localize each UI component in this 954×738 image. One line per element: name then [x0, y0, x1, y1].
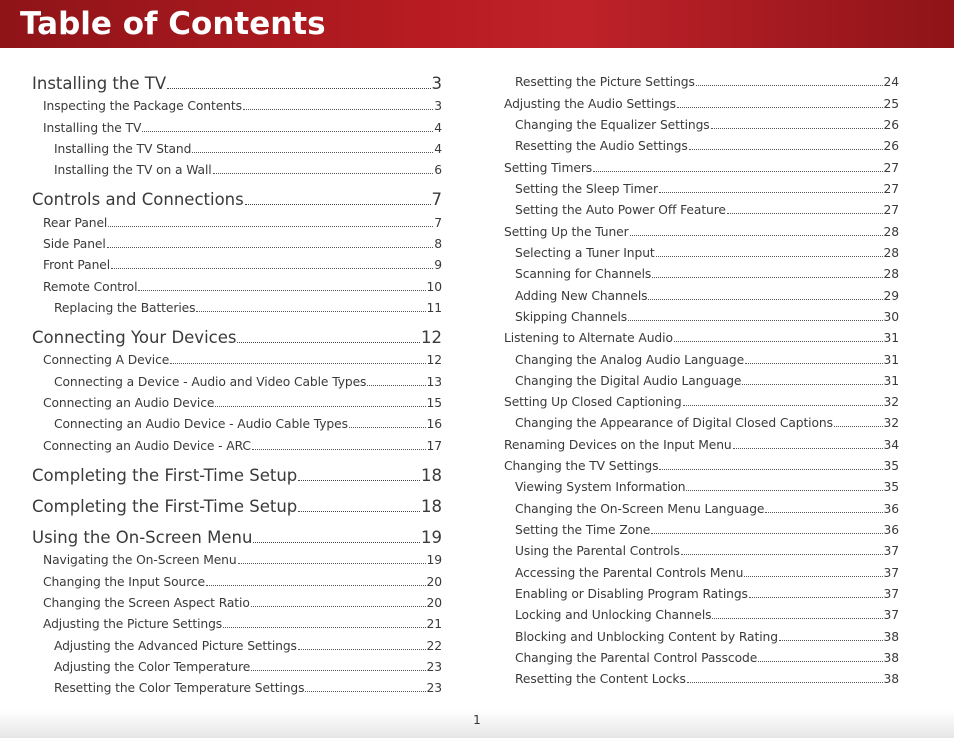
toc-entry-title: Adjusting the Audio Settings	[504, 97, 676, 111]
dot-leader	[834, 426, 883, 427]
toc-entry[interactable]	[43, 616, 442, 632]
toc-entry-page: 27	[883, 203, 899, 217]
toc-entry-page: 26	[883, 139, 899, 153]
toc-entry[interactable]	[515, 415, 899, 431]
dot-leader	[630, 235, 883, 236]
toc-entry-page: 22	[426, 639, 442, 653]
toc-entry-page: 9	[434, 258, 442, 272]
toc-entry-title: Setting Up the Tuner	[504, 225, 629, 239]
toc-entry-title: Rear Panel	[43, 216, 108, 230]
toc-entry-page: 37	[883, 587, 899, 601]
toc-entry-page: 3	[431, 74, 442, 93]
toc-entry-title: Listening to Alternate Audio	[504, 331, 673, 345]
toc-entry-title: Installing the TV	[32, 74, 167, 93]
dot-leader	[349, 427, 426, 428]
toc-entry-title: Resetting the Content Locks	[515, 672, 686, 686]
toc-entry-title: Changing the Parental Control Passcode	[515, 651, 758, 665]
toc-entry[interactable]	[515, 288, 899, 304]
dot-leader	[674, 341, 883, 342]
toc-entry-title: Changing the Appearance of Digital Closed Captions	[515, 416, 833, 430]
toc-entry-title: Enabling or Disabling Program Ratings	[515, 587, 748, 601]
toc-entry[interactable]	[504, 96, 899, 112]
toc-entry-title: Using the Parental Controls	[515, 544, 680, 558]
toc-entry-title: Installing the TV on a Wall	[54, 163, 212, 177]
toc-entry-title: Resetting the Audio Settings	[515, 139, 688, 153]
toc-entry-page: 35	[883, 480, 899, 494]
dot-leader	[711, 128, 883, 129]
toc-entry-title: Changing the Screen Aspect Ratio	[43, 596, 250, 610]
toc-entry-title: Skipping Channels	[515, 310, 628, 324]
toc-entry-page: 27	[883, 182, 899, 196]
toc-entry-title: Inspecting the Package Contents	[43, 99, 242, 113]
dot-leader	[298, 480, 420, 481]
toc-entry-title: Blocking and Unblocking Content by Rating	[515, 630, 778, 644]
dot-leader	[651, 533, 882, 534]
dot-leader	[192, 152, 433, 153]
dot-leader	[298, 511, 420, 512]
toc-entry-page: 28	[883, 246, 899, 260]
toc-entry-title: Using the On-Screen Menu	[32, 528, 253, 547]
toc-entry[interactable]	[54, 162, 442, 178]
toc-entry-title: Scanning for Channels	[515, 267, 652, 281]
dot-leader	[206, 585, 426, 586]
toc-entry[interactable]	[32, 328, 442, 348]
toc-entry-page: 36	[883, 502, 899, 516]
toc-entry-title: Connecting a Device - Audio and Video Cable Types	[54, 375, 367, 389]
toc-entry-title: Controls and Connections	[32, 190, 244, 209]
toc-entry-page: 15	[426, 396, 442, 410]
toc-entry-title: Adding New Channels	[515, 289, 648, 303]
toc-entry-page: 20	[426, 575, 442, 589]
toc-entry-title: Setting the Time Zone	[515, 523, 651, 537]
toc-entry[interactable]	[515, 117, 899, 133]
dot-leader	[167, 88, 430, 89]
toc-entry-page: 27	[883, 161, 899, 175]
toc-entry-title: Setting the Sleep Timer	[515, 182, 658, 196]
dot-leader	[765, 512, 882, 513]
toc-entry-page: 20	[426, 596, 442, 610]
toc-entry-page: 36	[883, 523, 899, 537]
dot-leader	[689, 149, 883, 150]
toc-entry-page: 4	[434, 142, 442, 156]
toc-entry-title: Setting Up Closed Captioning	[504, 395, 682, 409]
dot-leader	[252, 449, 426, 450]
toc-entry[interactable]	[515, 479, 899, 495]
dot-leader	[758, 661, 882, 662]
toc-entry-page: 7	[434, 216, 442, 230]
toc-entry[interactable]	[504, 160, 899, 176]
toc-entry-page: 6	[434, 163, 442, 177]
toc-entry-page: 23	[426, 681, 442, 695]
toc-entry-title: Remote Control	[43, 280, 138, 294]
toc-entry[interactable]	[43, 438, 442, 454]
toc-entry-page: 31	[883, 374, 899, 388]
dot-leader	[593, 171, 882, 172]
dot-leader	[733, 448, 883, 449]
dot-leader	[749, 597, 883, 598]
toc-entry-page: 13	[426, 375, 442, 389]
toc-entry-title: Adjusting the Color Temperature	[54, 660, 251, 674]
dot-leader	[245, 204, 431, 205]
dot-leader	[223, 627, 425, 628]
toc-entry[interactable]	[504, 330, 899, 346]
toc-entry[interactable]	[515, 373, 899, 389]
toc-entry-page: 18	[421, 466, 442, 485]
toc-entry-title: Setting Timers	[504, 161, 593, 175]
toc-entry-page: 37	[883, 566, 899, 580]
toc-entry[interactable]	[54, 300, 442, 316]
toc-entry[interactable]	[32, 528, 442, 548]
toc-entry[interactable]	[504, 224, 899, 240]
dot-leader	[298, 649, 426, 650]
dot-leader	[237, 342, 420, 343]
dot-leader	[677, 107, 883, 108]
toc-entry-title: Installing the TV	[43, 121, 142, 135]
toc-entry-page: 38	[883, 630, 899, 644]
dot-leader	[111, 268, 433, 269]
dot-leader	[683, 405, 883, 406]
toc-entry[interactable]	[54, 374, 442, 390]
toc-entry-title: Changing the Input Source	[43, 575, 206, 589]
toc-entry[interactable]	[43, 595, 442, 611]
toc-entry[interactable]	[515, 629, 899, 645]
toc-entry-page: 38	[883, 651, 899, 665]
toc-entry[interactable]	[54, 141, 442, 157]
toc-entry[interactable]	[515, 586, 899, 602]
dot-leader	[170, 363, 425, 364]
toc-entry-page: 30	[883, 310, 899, 324]
toc-entry[interactable]	[43, 574, 442, 590]
toc-entry[interactable]	[515, 522, 899, 538]
toc-entry-page: 25	[883, 97, 899, 111]
toc-entry-title: Changing the Digital Audio Language	[515, 374, 742, 388]
dot-leader	[681, 554, 883, 555]
toc-entry[interactable]	[515, 671, 899, 687]
toc-entry[interactable]	[515, 266, 899, 282]
toc-entry-page: 28	[883, 267, 899, 281]
toc-entry-page: 18	[421, 497, 442, 516]
dot-leader	[215, 406, 425, 407]
toc-entry[interactable]	[54, 416, 442, 432]
toc-entry[interactable]	[515, 309, 899, 325]
dot-leader	[712, 618, 882, 619]
toc-entry-page: 24	[883, 75, 899, 89]
dot-leader	[696, 85, 883, 86]
toc-entry[interactable]	[515, 565, 899, 581]
dot-leader	[238, 563, 426, 564]
page-number: 1	[473, 713, 481, 727]
page-title: Table of Contents	[20, 6, 326, 42]
toc-entry[interactable]	[43, 257, 442, 273]
toc-entry-page: 23	[426, 660, 442, 674]
dot-leader	[243, 109, 433, 110]
toc-entry-page: 31	[883, 331, 899, 345]
toc-entry[interactable]	[504, 394, 899, 410]
toc-entry-title: Viewing System Information	[515, 480, 686, 494]
toc-entry-title: Completing the First-Time Setup	[32, 497, 298, 516]
toc-entry-page: 16	[426, 417, 442, 431]
toc-entry-page: 4	[434, 121, 442, 135]
toc-entry[interactable]	[54, 680, 442, 696]
dot-leader	[196, 311, 425, 312]
toc-entry-title: Accessing the Parental Controls Menu	[515, 566, 744, 580]
dot-leader	[213, 173, 434, 174]
dot-leader	[108, 226, 433, 227]
toc-entry-page: 37	[883, 544, 899, 558]
dot-leader	[648, 299, 882, 300]
toc-entry-title: Completing the First-Time Setup	[32, 466, 298, 485]
dot-leader	[656, 256, 883, 257]
toc-entry-title: Selecting a Tuner Input	[515, 246, 655, 260]
toc-entry[interactable]	[43, 98, 442, 114]
toc-entry-page: 26	[883, 118, 899, 132]
dot-leader	[652, 277, 882, 278]
toc-entry-title: Renaming Devices on the Input Menu	[504, 438, 732, 452]
toc-entry-title: Front Panel	[43, 258, 111, 272]
toc-entry-title: Connecting Your Devices	[32, 328, 237, 347]
toc-entry-page: 35	[883, 459, 899, 473]
toc-entry-page: 8	[434, 237, 442, 251]
toc-entry[interactable]	[43, 215, 442, 231]
toc-entry[interactable]	[43, 395, 442, 411]
toc-entry[interactable]	[515, 501, 899, 517]
toc-entry-title: Adjusting the Picture Settings	[43, 617, 223, 631]
toc-entry[interactable]	[32, 190, 442, 210]
toc-entry-page: 12	[421, 328, 442, 347]
toc-entry[interactable]	[32, 497, 442, 517]
dot-leader	[138, 290, 425, 291]
toc-entry-page: 11	[426, 301, 442, 315]
dot-leader	[745, 363, 882, 364]
dot-leader	[744, 576, 882, 577]
toc-entry-title: Navigating the On-Screen Menu	[43, 553, 237, 567]
toc-entry-title: Changing the Equalizer Settings	[515, 118, 710, 132]
toc-entry[interactable]	[515, 181, 899, 197]
toc-entry[interactable]	[504, 458, 899, 474]
dot-leader	[779, 640, 883, 641]
toc-entry[interactable]	[515, 352, 899, 368]
dot-leader	[142, 131, 433, 132]
toc-entry-page: 19	[426, 553, 442, 567]
toc-entry-title: Locking and Unlocking Channels	[515, 608, 712, 622]
toc-entry-page: 3	[434, 99, 442, 113]
toc-entry-title: Resetting the Color Temperature Settings	[54, 681, 305, 695]
dot-leader	[367, 385, 425, 386]
toc-entry-title: Changing the TV Settings	[504, 459, 659, 473]
toc-entry[interactable]	[515, 650, 899, 666]
toc-entry[interactable]	[515, 245, 899, 261]
toc-entry-title: Installing the TV Stand	[54, 142, 192, 156]
toc-entry[interactable]	[515, 607, 899, 623]
toc-entry-title: Changing the Analog Audio Language	[515, 353, 745, 367]
dot-leader	[659, 192, 883, 193]
toc-entry-page: 12	[426, 353, 442, 367]
toc-entry-page: 7	[431, 190, 442, 209]
toc-entry[interactable]	[32, 74, 442, 94]
toc-entry-page: 34	[883, 438, 899, 452]
toc-entry-title: Adjusting the Advanced Picture Settings	[54, 639, 297, 653]
toc-entry[interactable]	[54, 638, 442, 654]
toc-entry-page: 19	[421, 528, 442, 547]
toc-entry-title: Side Panel	[43, 237, 106, 251]
toc-entry[interactable]	[43, 279, 442, 295]
toc-entry[interactable]	[515, 138, 899, 154]
toc-entry[interactable]	[54, 659, 442, 675]
dot-leader	[251, 670, 425, 671]
toc-entry-page: 31	[883, 353, 899, 367]
toc-entry-page: 28	[883, 225, 899, 239]
toc-entry-title: Connecting A Device	[43, 353, 170, 367]
header-bar	[0, 0, 954, 48]
dot-leader	[742, 384, 882, 385]
dot-leader	[305, 691, 425, 692]
dot-leader	[686, 490, 882, 491]
toc-entry[interactable]	[32, 466, 442, 486]
dot-leader	[628, 320, 882, 321]
toc-entry-page: 32	[883, 416, 899, 430]
toc-entry-page: 17	[426, 439, 442, 453]
toc-entry-title: Resetting the Picture Settings	[515, 75, 695, 89]
toc-entry-page: 32	[883, 395, 899, 409]
toc-entry-page: 10	[426, 280, 442, 294]
toc-entry[interactable]	[515, 74, 899, 90]
toc-entry-page: 21	[426, 617, 442, 631]
toc-entry-page: 38	[883, 672, 899, 686]
toc-entry-title: Replacing the Batteries	[54, 301, 196, 315]
dot-leader	[687, 682, 883, 683]
dot-leader	[251, 606, 426, 607]
toc-entry[interactable]	[43, 120, 442, 136]
toc-entry-page: 29	[883, 289, 899, 303]
toc-entry-title: Connecting an Audio Device - Audio Cable Types	[54, 417, 348, 431]
toc-entry-title: Connecting an Audio Device	[43, 396, 215, 410]
toc-entry-title: Changing the On-Screen Menu Language	[515, 502, 765, 516]
dot-leader	[727, 213, 883, 214]
toc-entry[interactable]	[43, 236, 442, 252]
toc-entry[interactable]	[43, 352, 442, 368]
dot-leader	[253, 542, 420, 543]
toc-entry[interactable]	[504, 437, 899, 453]
dot-leader	[107, 247, 434, 248]
toc-entry[interactable]	[515, 202, 899, 218]
toc-entry-title: Connecting an Audio Device - ARC	[43, 439, 251, 453]
dot-leader	[659, 469, 882, 470]
toc-entry-page: 37	[883, 608, 899, 622]
toc-entry[interactable]	[43, 552, 442, 568]
toc-entry[interactable]	[515, 543, 899, 559]
toc-entry-title: Setting the Auto Power Off Feature	[515, 203, 726, 217]
